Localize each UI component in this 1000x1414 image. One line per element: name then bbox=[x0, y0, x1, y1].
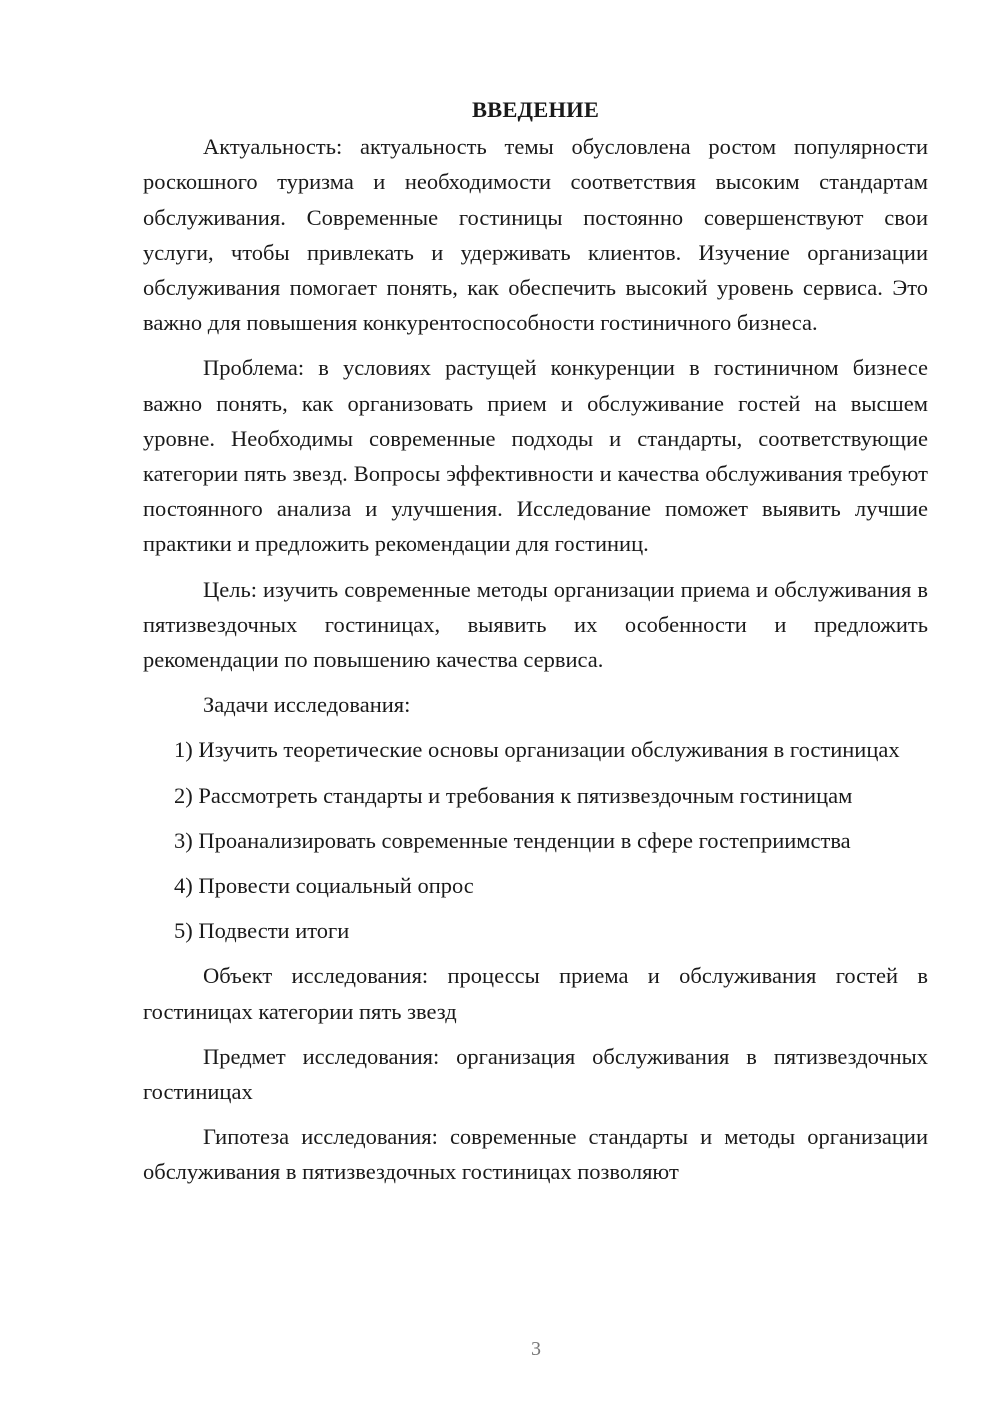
page-content bbox=[143, 92, 928, 1190]
paragraph-problem: Проблема: в условиях растущей конкуренции в гостиничном бизнесе важно понять, как организовать прием и обслуживание гостей на высшем уровне. Необходимы современные подходы и стандарты, соответствующие категории пять звезд. Вопросы эффективности и качества обслуживания требуют постоянного анализа и улучшения. Исследование поможет выявить лучшие практики и предложить рекомендации для гостиниц. bbox=[143, 355, 928, 557]
task-item-5: 5) Подвести итоги bbox=[174, 918, 350, 944]
paragraph-hypothesis: Гипотеза исследования: современные стандарты и методы организации обслуживания в пятизвездочных гостиницах позволяют bbox=[143, 1124, 928, 1185]
paragraph-subject: Предмет исследования: организация обслуживания в пятизвездочных гостиницах bbox=[143, 1043, 928, 1105]
paragraph-relevance: Актуальность: актуальность темы обусловлена ростом популярности роскошного туризма и необходимости соответствия высоким стандартам обслуживания. Современные гостиницы постоянно совершенствуют свои услуги, чтобы привлекать и удерживать клиентов. Изучение организации обслуживания помогает понять, как обеспечить высокий уровень сервиса. Это важно для повышения конкурентоспособности гостиничного бизнеса. bbox=[143, 134, 928, 336]
paragraph-goal: Цель: изучить современные методы организации приема и обслуживания в пятизвездочных гостиницах, выявить их особенности и предложить рекомендации по повышению качества сервиса. bbox=[143, 576, 928, 673]
task-item-4: 4) Провести социальный опрос bbox=[174, 873, 474, 899]
task-item-3: 3) Проанализировать современные тенденции в сфере гостеприимства bbox=[174, 827, 851, 853]
task-item-2: 2) Рассмотреть стандарты и требования к пятизвездочным гостиницам bbox=[174, 782, 853, 808]
paragraph-tasks-heading: Задачи исследования: bbox=[203, 692, 411, 718]
paragraph-object: Объект исследования: процессы приема и обслуживания гостей в гостиницах категории пять звезд bbox=[143, 963, 928, 1024]
page-number: 3 bbox=[531, 1338, 541, 1360]
section-title: ВВЕДЕНИЕ bbox=[471, 97, 600, 122]
task-item-1: 1) Изучить теоретические основы организации обслуживания в гостиницах bbox=[174, 737, 900, 763]
